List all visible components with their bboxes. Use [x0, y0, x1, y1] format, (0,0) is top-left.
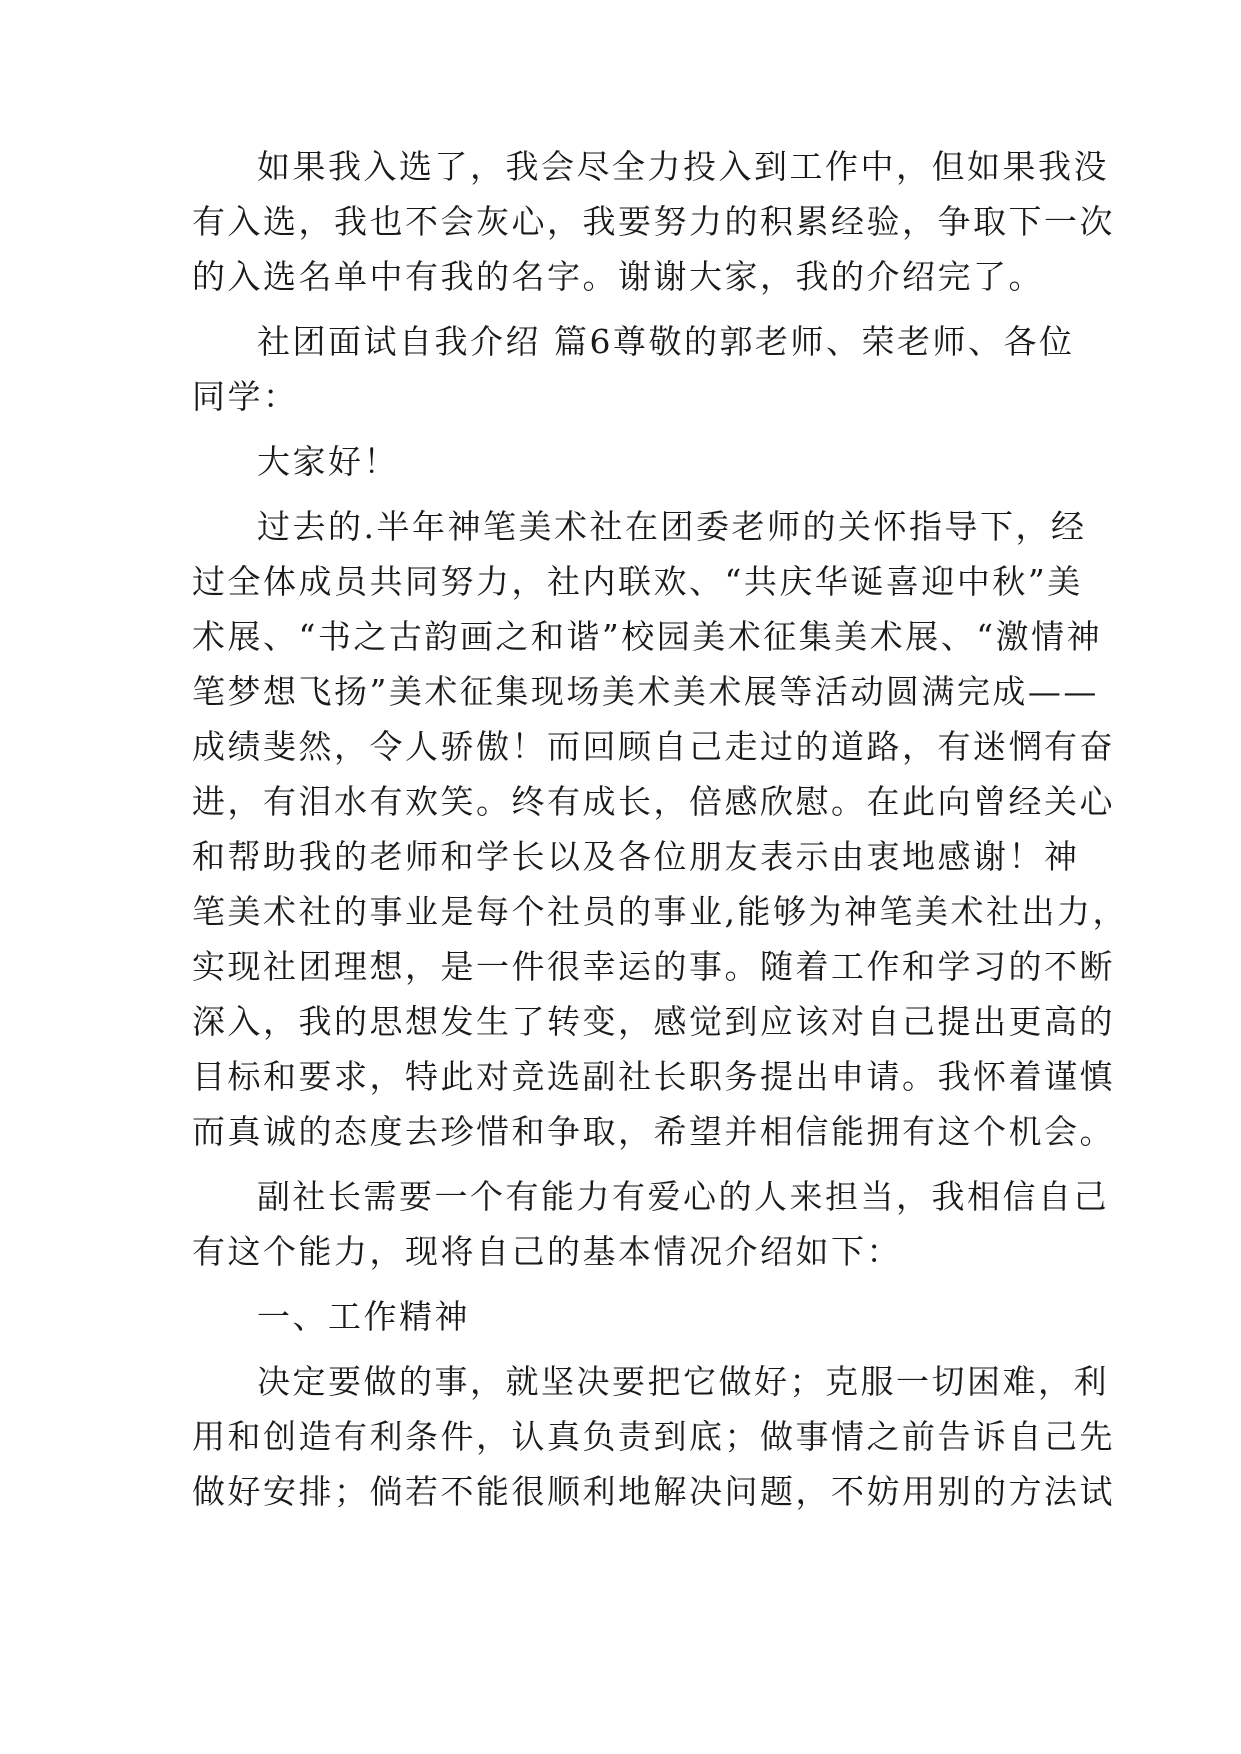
- text-line: 成绩斐然，令人骄傲！而回顾自己走过的道路，有迷惘有奋: [192, 727, 1115, 766]
- text-line: 目标和要求，特此对竞选副社长职务提出申请。我怀着谨慎: [192, 1057, 1115, 1096]
- text-line: 有这个能力，现将自己的基本情况介绍如下：: [192, 1232, 902, 1271]
- text-line: 用和创造有利条件，认真负责到底；做事情之前告诉自己先: [192, 1417, 1115, 1456]
- text-line: 大家好！: [257, 442, 399, 481]
- text-line: 同学：: [192, 377, 299, 416]
- text-line: 的入选名单中有我的名字。谢谢大家，我的介绍完了。: [192, 257, 1044, 296]
- text-line: 笔美术社的事业是每个社员的事业,能够为神笔美术社出力，: [192, 892, 1128, 931]
- text-line: 和帮助我的老师和学长以及各位朋友表示由衷地感谢！神: [192, 837, 1080, 876]
- text-line: 有入选，我也不会灰心，我要努力的积累经验，争取下一次: [192, 202, 1115, 241]
- text-line: 术展、“书之古韵画之和谐”校园美术征集美术展、“激情神: [192, 617, 1103, 656]
- text-line: 过全体成员共同努力，社内联欢、“共庆华诞喜迎中秋”美: [192, 562, 1083, 601]
- text-line: 如果我入选了，我会尽全力投入到工作中，但如果我没: [257, 147, 1109, 186]
- text-line: 进，有泪水有欢笑。终有成长，倍感欣慰。在此向曾经关心: [192, 782, 1115, 821]
- text-line: 而真诚的态度去珍惜和争取，希望并相信能拥有这个机会。: [192, 1112, 1115, 1151]
- text-line: 决定要做的事，就坚决要把它做好；克服一切困难，利: [257, 1362, 1109, 1401]
- text-line: 过去的.半年神笔美术社在团委老师的关怀指导下，经: [257, 507, 1087, 546]
- text-line: 副社长需要一个有能力有爱心的人来担当，我相信自己: [257, 1177, 1109, 1216]
- text-line: 深入，我的思想发生了转变，感觉到应该对自己提出更高的: [192, 1002, 1115, 1041]
- text-line: 社团面试自我介绍 篇6尊敬的郭老师、荣老师、各位: [257, 322, 1075, 361]
- text-line: 笔梦想飞扬”美术征集现场美术美术展等活动圆满完成——: [192, 672, 1099, 711]
- text-line: 做好安排；倘若不能很顺利地解决问题，不妨用别的方法试: [192, 1472, 1115, 1511]
- text-line: 一、工作精神: [257, 1297, 470, 1336]
- text-line: 实现社团理想，是一件很幸运的事。随着工作和学习的不断: [192, 947, 1115, 986]
